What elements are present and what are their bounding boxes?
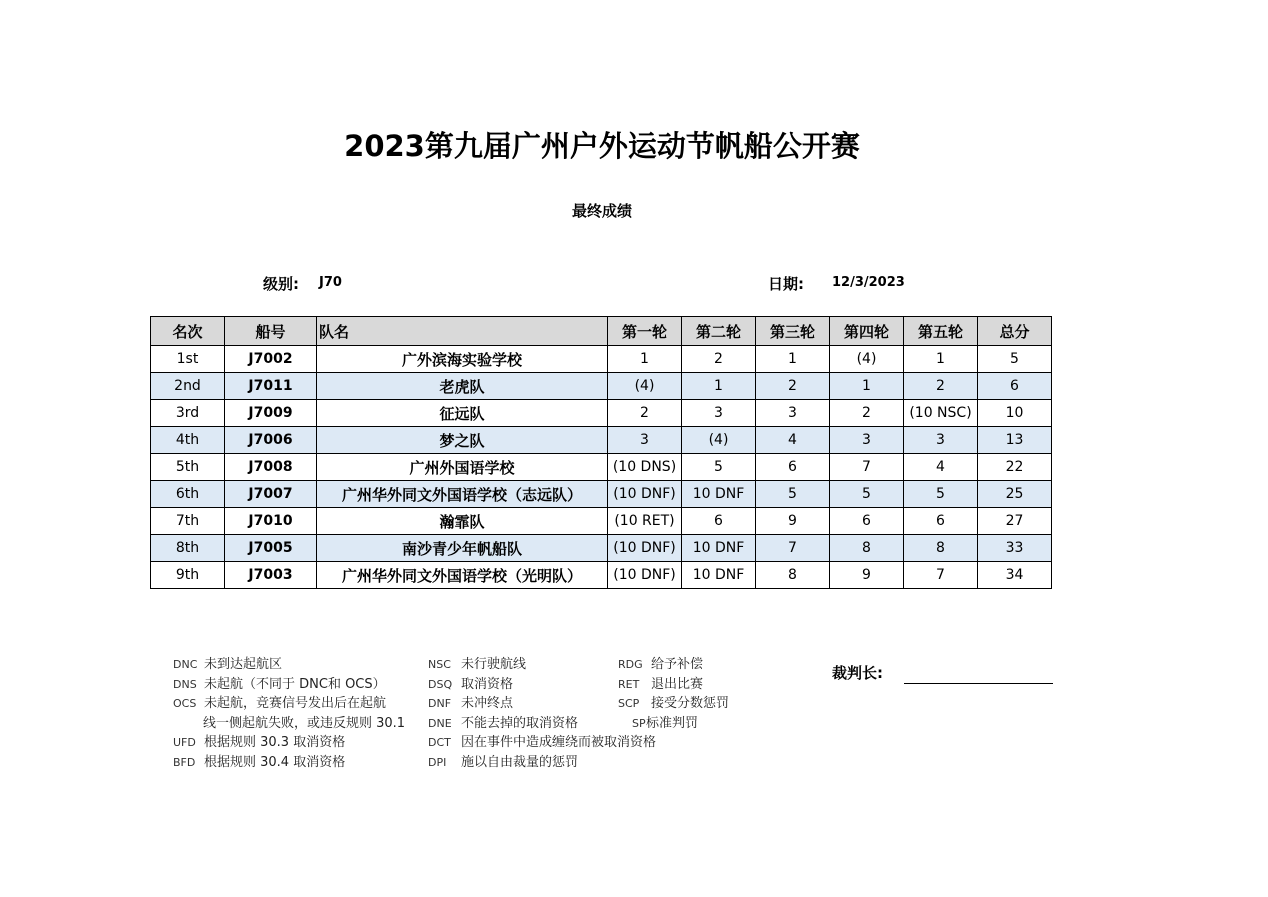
- legend-description: 线一侧起航失败，或违反规则 30.1: [203, 715, 406, 731]
- legend-code: RET: [618, 677, 640, 691]
- cell-rank: 4th: [151, 427, 225, 454]
- legend-code: SP: [632, 716, 646, 730]
- cell-race-2: 6: [682, 508, 756, 535]
- table-row: [151, 373, 1052, 400]
- cell-race-1: 1: [608, 346, 682, 373]
- legend-item: [173, 714, 405, 734]
- class-value: J70: [319, 275, 342, 290]
- cell-race-4: 3: [830, 427, 904, 454]
- cell-rank: 6th: [151, 481, 225, 508]
- cell-race-4: 1: [830, 373, 904, 400]
- cell-race-1: 2: [608, 400, 682, 427]
- legend-code: DCT: [428, 736, 451, 749]
- cell-total: 5: [978, 346, 1052, 373]
- cell-race-1: (10 DNF): [608, 481, 682, 508]
- legend-item: [173, 675, 405, 695]
- legend-code: OCS: [173, 697, 197, 710]
- date-value: 12/3/2023: [832, 275, 905, 290]
- cell-team: 广外滨海实验学校: [317, 346, 608, 373]
- cell-sail: J7009: [225, 400, 317, 427]
- cell-race-3: 6: [756, 454, 830, 481]
- legend-column-1: [173, 655, 405, 772]
- cell-race-2: 10 DNF: [682, 481, 756, 508]
- legend-code: BFD: [173, 755, 196, 769]
- class-label: 级别:: [263, 275, 299, 293]
- cell-total: 27: [978, 508, 1052, 535]
- table-row: [151, 346, 1052, 373]
- legend-item: [428, 733, 656, 753]
- cell-race-2: 3: [682, 400, 756, 427]
- legend-description: 未行驶航线: [461, 657, 527, 672]
- cell-sail: J7005: [225, 535, 317, 562]
- legend-item: [618, 675, 729, 695]
- page-subtitle: 最终成绩: [571, 202, 632, 220]
- cell-race-5: 2: [904, 373, 978, 400]
- cell-total: 13: [978, 427, 1052, 454]
- cell-sail: J7007: [225, 481, 317, 508]
- header-team: 队名: [317, 317, 608, 346]
- results-body: [151, 346, 1052, 589]
- cell-team: 广州华外同文外国语学校（光明队）: [317, 562, 608, 589]
- header-race-5: 第五轮: [904, 317, 978, 346]
- legend-description: 未起航，竞赛信号发出后在起航: [204, 696, 387, 711]
- cell-team: 老虎队: [317, 373, 608, 400]
- cell-race-1: 3: [608, 427, 682, 454]
- cell-race-3: 1: [756, 346, 830, 373]
- cell-race-5: 1: [904, 346, 978, 373]
- header-sail: 船号: [225, 317, 317, 346]
- cell-race-1: (10 DNF): [608, 535, 682, 562]
- legend-description: 未冲终点: [461, 696, 514, 711]
- cell-race-3: 9: [756, 508, 830, 535]
- legend-item: [173, 655, 405, 675]
- cell-race-3: 7: [756, 535, 830, 562]
- legend-code: DNF: [428, 697, 452, 710]
- legend-code: RDG: [618, 658, 643, 671]
- cell-sail: J7011: [225, 373, 317, 400]
- cell-race-3: 8: [756, 562, 830, 589]
- legend-code: UFD: [173, 736, 196, 749]
- cell-race-2: (4): [682, 427, 756, 454]
- legend-description: 未到达起航区: [204, 657, 283, 672]
- legend-item: [618, 694, 729, 714]
- legend-description: 取消资格: [461, 676, 514, 692]
- header-race-4: 第四轮: [830, 317, 904, 346]
- cell-rank: 7th: [151, 508, 225, 535]
- cell-race-4: 9: [830, 562, 904, 589]
- legend-description: 退出比赛: [651, 676, 704, 692]
- cell-sail: J7002: [225, 346, 317, 373]
- header-race-3: 第三轮: [756, 317, 830, 346]
- cell-total: 34: [978, 562, 1052, 589]
- header-race-1: 第一轮: [608, 317, 682, 346]
- legend-item: [618, 714, 729, 734]
- cell-race-5: 3: [904, 427, 978, 454]
- cell-race-1: (10 RET): [608, 508, 682, 535]
- legend-description: 不能去掉的取消资格: [461, 715, 579, 731]
- cell-race-4: 5: [830, 481, 904, 508]
- cell-race-4: (4): [830, 346, 904, 373]
- cell-rank: 8th: [151, 535, 225, 562]
- legend-code: DPI: [428, 755, 447, 769]
- header-race-2: 第二轮: [682, 317, 756, 346]
- cell-sail: J7003: [225, 562, 317, 589]
- page-title: 2023第九届广州户外运动节帆船公开赛: [344, 129, 860, 163]
- cell-race-5: 4: [904, 454, 978, 481]
- cell-race-4: 8: [830, 535, 904, 562]
- legend-column-3: [618, 655, 729, 733]
- cell-team: 南沙青少年帆船队: [317, 535, 608, 562]
- table-row: [151, 400, 1052, 427]
- table-row: [151, 535, 1052, 562]
- legend-description: 接受分数惩罚: [651, 696, 730, 711]
- table-row: [151, 481, 1052, 508]
- legend-description: 标准判罚: [646, 715, 699, 731]
- legend-item: [618, 655, 729, 675]
- cell-total: 6: [978, 373, 1052, 400]
- cell-race-1: (10 DNS): [608, 454, 682, 481]
- cell-race-3: 3: [756, 400, 830, 427]
- cell-sail: J7008: [225, 454, 317, 481]
- cell-team: 梦之队: [317, 427, 608, 454]
- table-row: [151, 454, 1052, 481]
- results-table: [150, 316, 1052, 589]
- cell-race-4: 7: [830, 454, 904, 481]
- cell-race-3: 2: [756, 373, 830, 400]
- legend-code: NSC: [428, 658, 451, 671]
- legend-item: [173, 753, 405, 773]
- chief-judge-signature-line: [904, 683, 1053, 684]
- cell-team: 广州华外同文外国语学校（志远队）: [317, 481, 608, 508]
- header-rank: 名次: [151, 317, 225, 346]
- cell-race-2: 10 DNF: [682, 535, 756, 562]
- cell-race-1: (10 DNF): [608, 562, 682, 589]
- cell-rank: 5th: [151, 454, 225, 481]
- cell-race-5: 6: [904, 508, 978, 535]
- cell-race-4: 2: [830, 400, 904, 427]
- cell-race-2: 10 DNF: [682, 562, 756, 589]
- header-total: 总分: [978, 317, 1052, 346]
- date-label: 日期:: [768, 275, 804, 293]
- cell-team: 广州外国语学校: [317, 454, 608, 481]
- cell-team: 瀚霏队: [317, 508, 608, 535]
- cell-race-2: 1: [682, 373, 756, 400]
- legend-item: [173, 733, 405, 753]
- cell-race-2: 2: [682, 346, 756, 373]
- table-row: [151, 562, 1052, 589]
- cell-rank: 1st: [151, 346, 225, 373]
- cell-race-5: 8: [904, 535, 978, 562]
- cell-rank: 9th: [151, 562, 225, 589]
- cell-rank: 3rd: [151, 400, 225, 427]
- cell-race-3: 4: [756, 427, 830, 454]
- legend-description: 因在事件中造成缠绕而被取消资格: [461, 735, 657, 750]
- legend-code: DSQ: [428, 677, 453, 691]
- cell-total: 25: [978, 481, 1052, 508]
- table-row: [151, 427, 1052, 454]
- cell-race-4: 6: [830, 508, 904, 535]
- cell-race-2: 5: [682, 454, 756, 481]
- legend-code: SCP: [618, 697, 640, 710]
- cell-race-5: (10 NSC): [904, 400, 978, 427]
- legend-code: DNS: [173, 677, 197, 691]
- cell-race-5: 5: [904, 481, 978, 508]
- legend-description: 根据规则 30.4 取消资格: [204, 754, 346, 770]
- cell-race-3: 5: [756, 481, 830, 508]
- cell-sail: J7010: [225, 508, 317, 535]
- legend-description: 根据规则 30.3 取消资格: [204, 735, 346, 750]
- table-row: [151, 508, 1052, 535]
- cell-rank: 2nd: [151, 373, 225, 400]
- legend-description: 施以自由裁量的惩罚: [461, 754, 579, 770]
- cell-total: 10: [978, 400, 1052, 427]
- cell-team: 征远队: [317, 400, 608, 427]
- cell-sail: J7006: [225, 427, 317, 454]
- cell-race-1: (4): [608, 373, 682, 400]
- legend-description: 给予补偿: [651, 657, 704, 672]
- legend-item: [428, 753, 656, 773]
- chief-judge-label: 裁判长:: [832, 664, 883, 682]
- legend-code: DNC: [173, 658, 198, 671]
- cell-race-5: 7: [904, 562, 978, 589]
- cell-total: 22: [978, 454, 1052, 481]
- legend-description: 未起航（不同于 DNC和 OCS）: [204, 676, 386, 692]
- table-header-row: [151, 317, 1052, 346]
- cell-total: 33: [978, 535, 1052, 562]
- legend-code: DNE: [428, 716, 452, 730]
- legend-item: [173, 694, 405, 714]
